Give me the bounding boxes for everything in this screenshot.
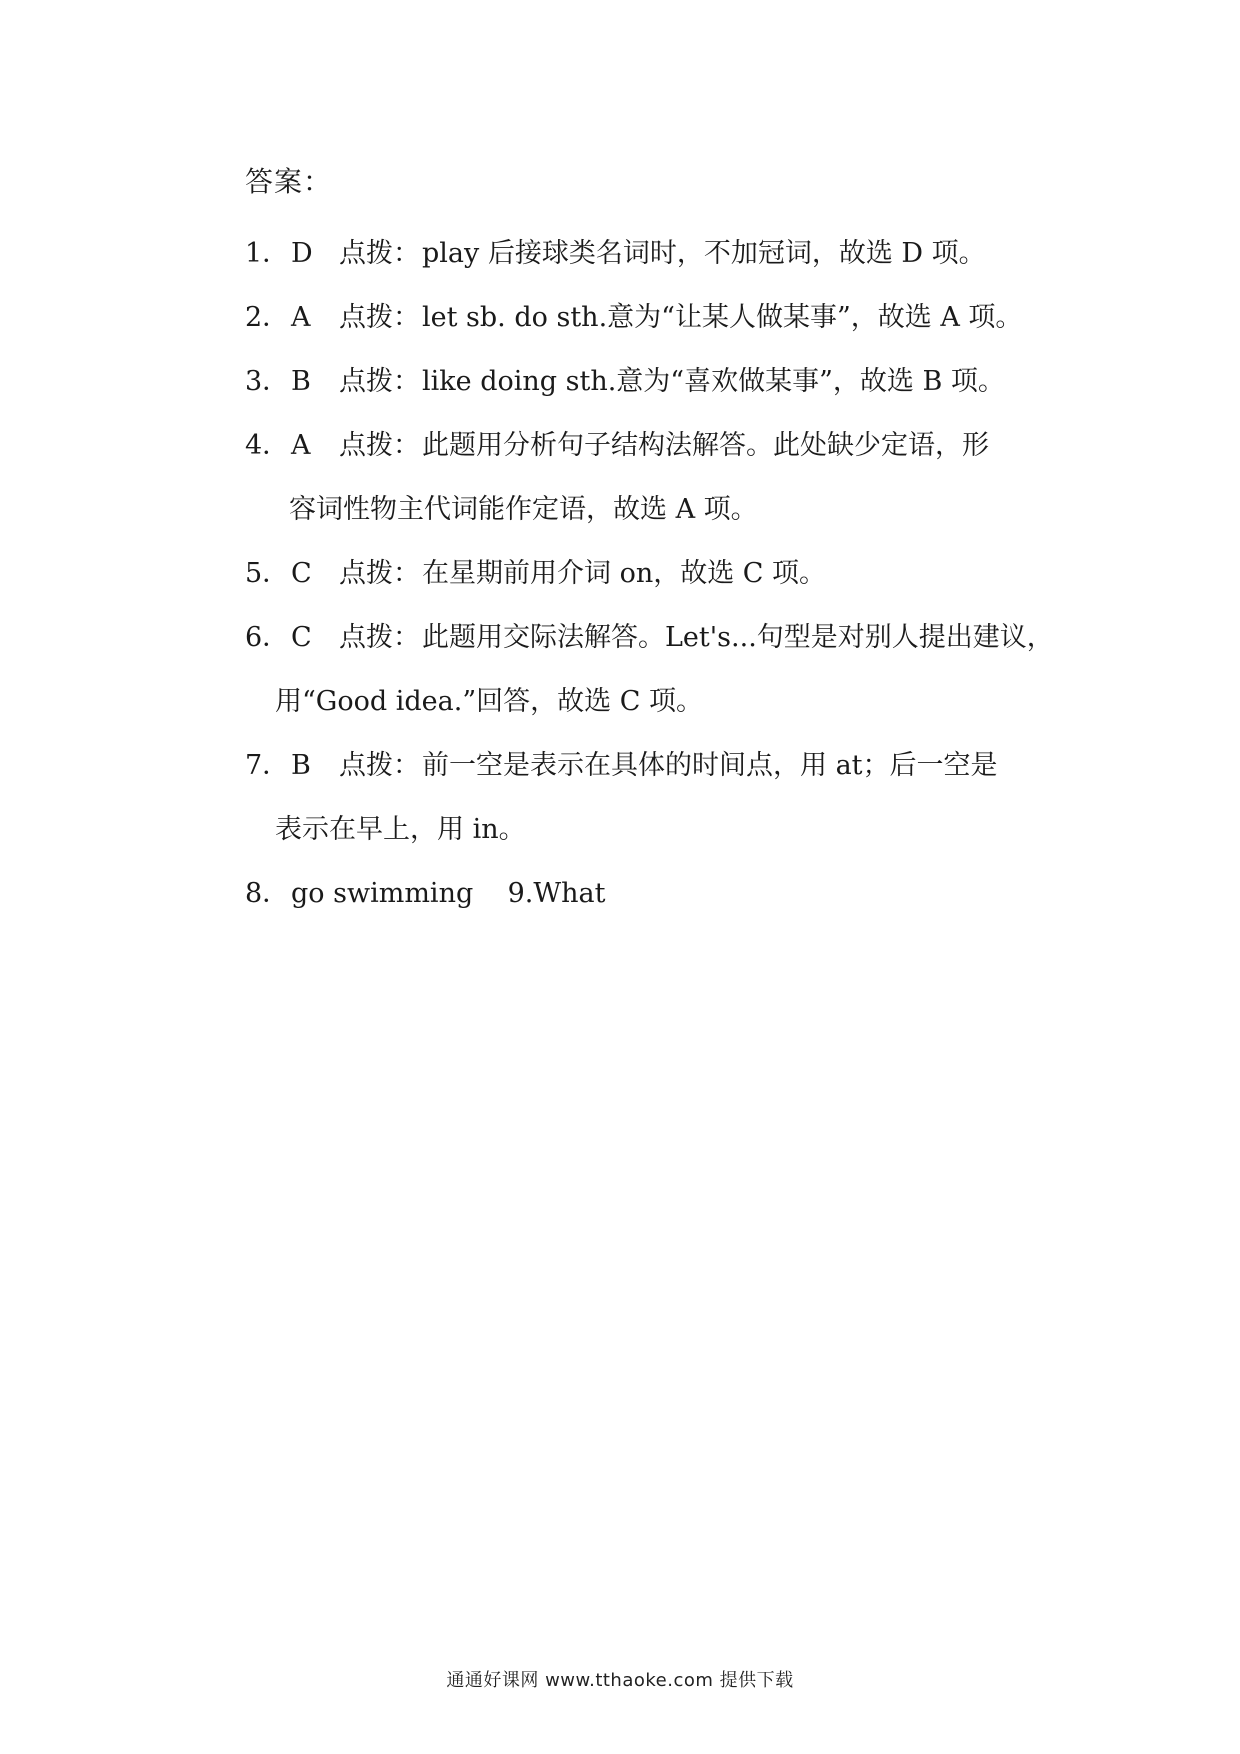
item-number: 8． bbox=[245, 878, 290, 909]
item-tip-label: 点拨： bbox=[339, 238, 420, 269]
item-explanation: 此题用分析句子结构法解答。此处缺少定语，形 bbox=[422, 430, 989, 461]
page-footer: 通通好课网 www.tthaoke.com 提供下载 bbox=[446, 1670, 794, 1691]
item-number: 2． bbox=[245, 302, 290, 333]
answer-item-4 bbox=[245, 414, 1075, 542]
answer-item-2 bbox=[245, 286, 1075, 350]
item-number: 1． bbox=[245, 238, 290, 269]
item-explanation: 在星期前用介词 on，故选 C 项。 bbox=[422, 558, 827, 589]
item-explanation: 此题用交际法解答。Let's...句型是对别人提出建议， bbox=[422, 622, 1054, 653]
item-tip-label: 点拨： bbox=[339, 302, 420, 333]
answer-item-6 bbox=[245, 606, 1075, 734]
item-answer: go swimming bbox=[291, 878, 474, 909]
item-tip-label: 点拨： bbox=[339, 366, 420, 397]
item-answer: B bbox=[291, 366, 311, 397]
answer-item-7 bbox=[245, 734, 1075, 862]
answer-item-8 bbox=[245, 862, 1075, 926]
item-answer: C bbox=[291, 558, 312, 589]
item-explanation: play 后接球类名词时，不加冠词，故选 D 项。 bbox=[422, 238, 986, 269]
item-number: 6． bbox=[245, 622, 290, 653]
answer-item-1 bbox=[245, 222, 1075, 286]
item-explanation: like doing sth.意为“喜欢做某事”，故选 B 项。 bbox=[422, 366, 1005, 397]
item-explanation-continued: 表示在早上，用 in。 bbox=[275, 814, 526, 845]
item-answer: B bbox=[291, 750, 311, 781]
item-tip-label: 点拨： bbox=[339, 622, 420, 653]
item-answer: D bbox=[291, 238, 313, 269]
item-explanation-continued: 用“Good idea.”回答，故选 C 项。 bbox=[275, 686, 703, 717]
item-explanation: let sb. do sth.意为“让某人做某事”，故选 A 项。 bbox=[422, 302, 1023, 333]
item-explanation-continued: 容词性物主代词能作定语，故选 A 项。 bbox=[289, 494, 758, 525]
answer-heading: 答案： bbox=[245, 165, 333, 198]
item-answer: A bbox=[291, 430, 311, 461]
answer-section bbox=[245, 158, 1075, 926]
item-number: 7． bbox=[245, 750, 290, 781]
item-number: 4． bbox=[245, 430, 290, 461]
answer-item-5 bbox=[245, 542, 1075, 606]
item-explanation: 前一空是表示在具体的时间点，用 at；后一空是 bbox=[422, 750, 998, 781]
item-tip-label: 点拨： bbox=[339, 430, 420, 461]
item-tip-label: 点拨： bbox=[339, 750, 420, 781]
item-answer-extra: 9.What bbox=[473, 878, 606, 909]
item-answer: A bbox=[291, 302, 311, 333]
item-tip-label: 点拨： bbox=[339, 558, 420, 589]
item-answer: C bbox=[291, 622, 312, 653]
item-number: 3． bbox=[245, 366, 290, 397]
item-number: 5． bbox=[245, 558, 290, 589]
answer-item-3 bbox=[245, 350, 1075, 414]
